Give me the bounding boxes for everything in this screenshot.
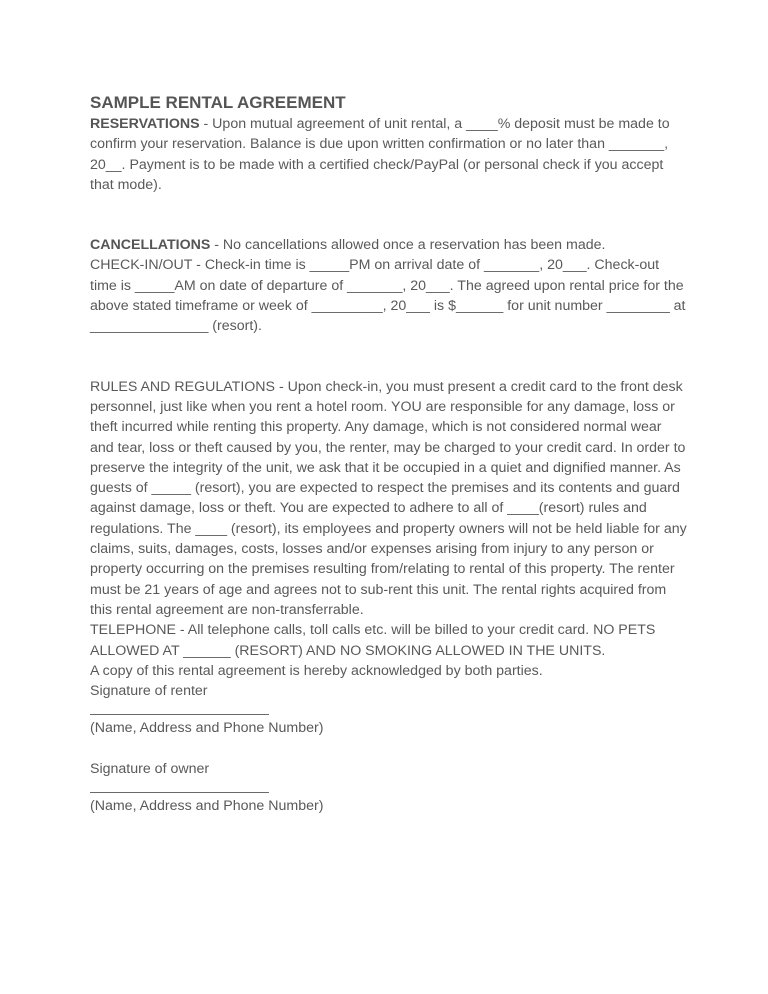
section-spacer <box>90 195 688 235</box>
renter-signature-caption: (Name, Address and Phone Number) <box>90 720 324 737</box>
cancellations-label: CANCELLATIONS <box>90 237 211 254</box>
renter-signature-line <box>90 714 269 715</box>
reservations-paragraph <box>90 114 688 195</box>
owner-signature-label: Signature of owner <box>90 760 210 777</box>
cancellations-text: - No cancellations allowed once a reservation has been made. <box>210 237 606 254</box>
acknowledgement-text: A copy of this rental agreement is hereby acknowledged by both parties. <box>90 662 543 679</box>
signature-spacer <box>90 739 688 759</box>
page-title: SAMPLE RENTAL AGREEMENT <box>90 93 346 112</box>
owner-signature-caption: (Name, Address and Phone Number) <box>90 798 324 815</box>
rules-paragraph: RULES AND REGULATIONS - Upon check-in, you must present a credit card to the front desk personnel, just like when you rent a hotel room. YOU are responsible for any damage, loss or theft incurred while renting this property. Any damage, which is not considered normal wear and tear, loss or theft caused by you, the renter, may be charged to your credit card. In order to preserve the integrity of the unit, we ask that it be occupied in a quiet and dignified manner. As guests of _____ (resort), you are expected to respect the premises and its contents and guard against damage, loss or theft. You are expected to adhere to all of ____(resort) rules and regulations. The ____ (resort), its employees and property owners will not be held liable for any claims, suits, damages, costs, losses and/or expenses arising from injury to any person or property occurring on the premises resulting from/relating to rental of this property. The renter must be 21 years of age and agrees not to sub-rent this unit. The rental rights acquired from this rental agreement are non-transferrable. <box>90 378 687 618</box>
renter-signature-label: Signature of renter <box>90 683 208 700</box>
section-spacer <box>90 337 688 377</box>
cancellations-paragraph <box>90 235 688 255</box>
rental-agreement-document <box>90 92 688 816</box>
telephone-paragraph: TELEPHONE - All telephone calls, toll calls etc. will be billed to your credit card. NO PETS ALLOWED AT ______ (RESORT) AND NO SMOKING ALLOWED IN THE UNITS. <box>90 622 656 659</box>
checkin-paragraph: CHECK-IN/OUT - Check-in time is _____PM on arrival date of _______, 20___. Check-out time is _____AM on date of departure of _______, 20___. The agreed upon rental price for the above stated timeframe or week of _________, 20___ is $______ for unit number ________ at _______________ (resort). <box>90 257 686 335</box>
reservations-label: RESERVATIONS <box>90 116 200 132</box>
reservations-text: - Upon mutual agreement of unit rental, a ____% deposit must be made to confirm your reservation. Balance is due upon written confirmation or no later than _______, 20__. Payment is to be made with a certified check/PayPal (or personal check if you accept that mode). <box>90 116 670 193</box>
owner-signature-line <box>90 792 269 793</box>
